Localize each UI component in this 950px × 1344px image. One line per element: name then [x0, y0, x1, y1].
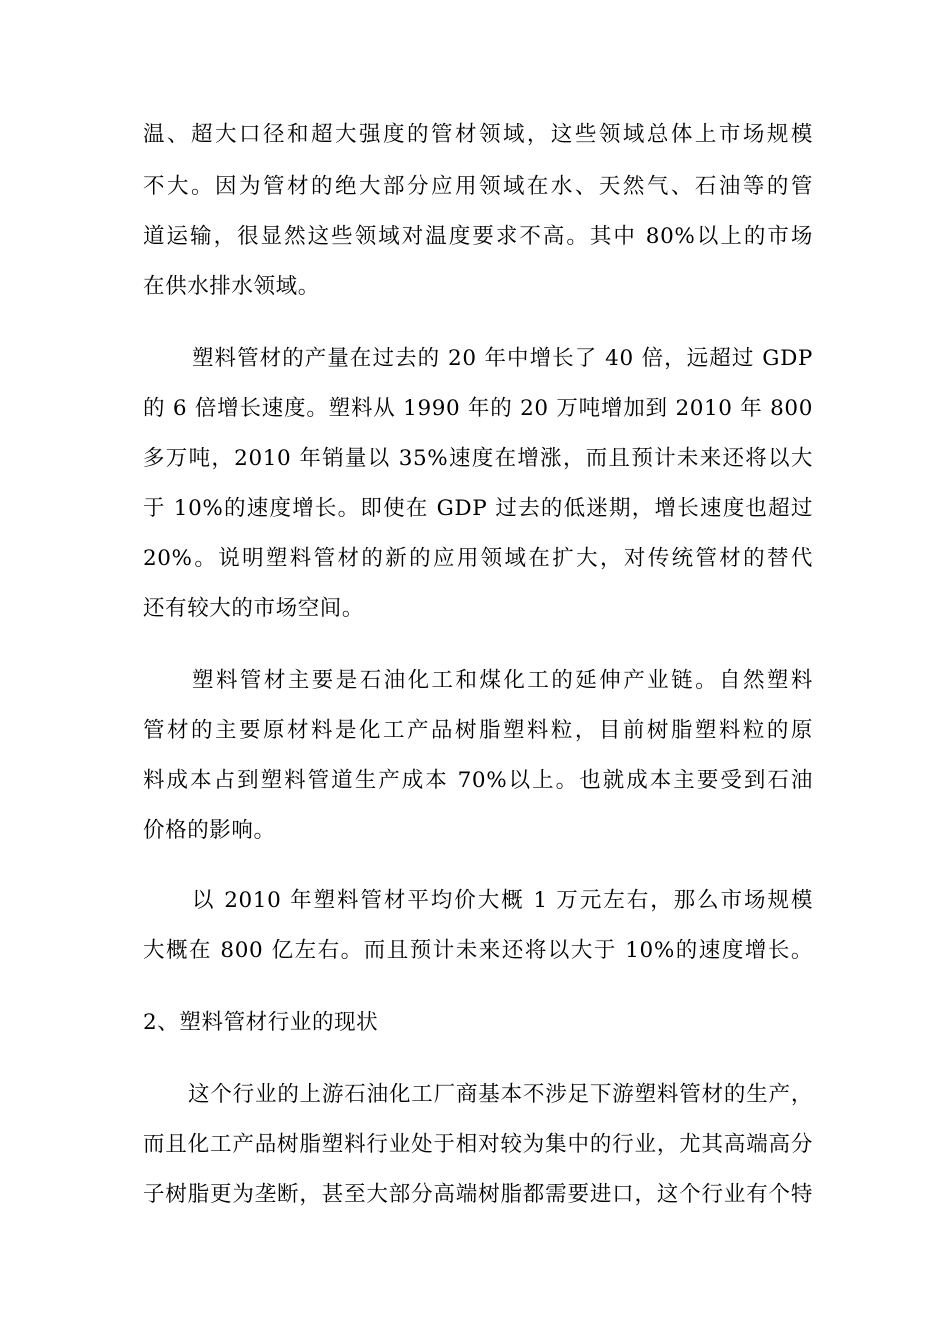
text-line: 于 10%的速度增长。即使在 GDP 过去的低迷期，增长速度也超过	[143, 496, 813, 521]
text-line: 道运输，很显然这些领域对温度要求不高。其中 80%以上的市场	[143, 224, 813, 249]
text-line: 而且化工产品树脂塑料行业处于相对较为集中的行业，尤其高端高分	[143, 1132, 813, 1157]
text-line: 大概在 800 亿左右。而且预计未来还将以大于 10%的速度增长。	[143, 938, 813, 963]
text-line: 塑料管材主要是石油化工和煤化工的延伸产业链。自然塑料	[192, 668, 813, 693]
text-line: 这个行业的上游石油化工厂商基本不涉足下游塑料管材的生产，	[188, 1082, 813, 1107]
text-line: 不大。因为管材的绝大部分应用领域在水、天然气、石油等的管	[143, 174, 813, 199]
text-line: 温、超大口径和超大强度的管材领域，这些领域总体上市场规模	[143, 122, 813, 147]
text-line: 20%。说明塑料管材的新的应用领域在扩大，对传统管材的替代	[143, 546, 813, 571]
text-line: 子树脂更为垄断，甚至大部分高端树脂都需要进口，这个行业有个特	[143, 1182, 813, 1207]
section-heading: 2、塑料管材行业的现状	[143, 1010, 379, 1035]
text-line: 在供水排水领域。	[143, 274, 320, 299]
text-line: 以 2010 年塑料管材平均价大概 1 万元左右，那么市场规模	[192, 888, 813, 913]
text-line: 价格的影响。	[143, 818, 276, 843]
text-line: 多万吨，2010 年销量以 35%速度在增涨，而且预计未来还将以大	[143, 446, 813, 471]
text-line: 塑料管材的产量在过去的 20 年中增长了 40 倍，远超过 GDP	[192, 346, 813, 371]
text-line: 管材的主要原材料是化工产品树脂塑料粒，目前树脂塑料粒的原	[143, 718, 813, 743]
text-line: 的 6 倍增长速度。塑料从 1990 年的 20 万吨增加到 2010 年 800	[143, 396, 813, 421]
text-line: 还有较大的市场空间。	[143, 596, 365, 621]
text-line: 料成本占到塑料管道生产成本 70%以上。也就成本主要受到石油	[143, 768, 813, 793]
